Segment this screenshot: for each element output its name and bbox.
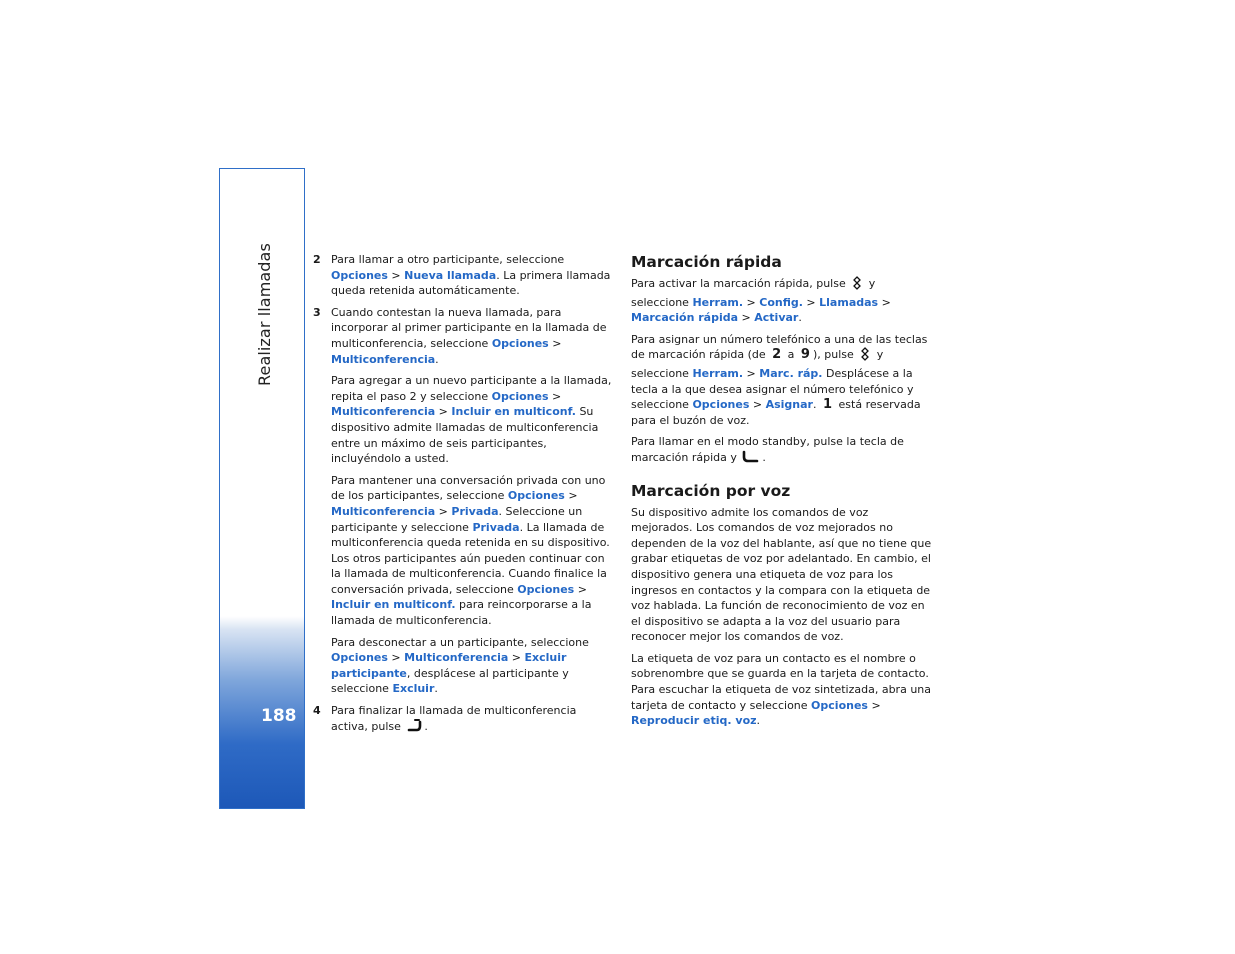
step-number: 3 [313,305,321,319]
link-opciones[interactable]: Opciones [507,489,565,503]
menu-key-icon [859,347,871,366]
link-opciones[interactable]: Opciones [692,398,750,412]
step-number: 2 [313,253,321,266]
link-privada[interactable]: Privada [451,504,499,518]
key-2-icon: 2 [772,347,782,363]
link-herram[interactable]: Herram. [692,366,744,380]
link-multiconferencia[interactable]: Multiconferencia [404,651,509,665]
link-incluir-en-multiconf[interactable]: Incluir en multiconf. [331,598,456,612]
link-activar[interactable]: Activar [754,311,799,325]
link-opciones[interactable]: Opciones [331,651,388,665]
call-key-icon [742,450,760,469]
step-number: 4 [313,704,321,718]
link-llamadas[interactable]: Llamadas [819,295,879,309]
step-4: 4 Para finalizar la llamada de multiconferencia activa, pulse . [313,703,615,737]
link-multiconferencia[interactable]: Multiconferencia [331,405,436,419]
page-number: 188 [261,706,297,726]
menu-key-icon [851,276,863,295]
end-call-icon [406,719,422,738]
paragraph-disconnect-participant: Para desconectar a un participante, seleccione Opciones > Multiconferencia > Excluir participante, desplácese al participante y seleccione Excluir. [331,635,589,696]
link-config[interactable]: Config. [759,295,803,309]
chapter-title: Realizar llamadas [255,243,274,386]
link-multiconferencia[interactable]: Multiconferencia [331,352,436,366]
link-opciones[interactable]: Opciones [811,698,868,712]
link-privada[interactable]: Privada [472,520,520,534]
heading-speed-dial: Marcación rápida [631,253,782,271]
heading-voice-dial: Marcación por voz [631,481,791,500]
link-reproducir-etiq-voz[interactable]: Reproducir etiq. voz [631,714,757,728]
link-herram[interactable]: Herram. [692,295,744,309]
link-marc-rap[interactable]: Marc. ráp. [759,366,823,380]
link-nueva-llamada[interactable]: Nueva llamada [404,268,497,282]
link-opciones[interactable]: Opciones [491,389,549,403]
link-asignar[interactable]: Asignar [765,398,813,412]
step-3: 3 Cuando contestan la nueva llamada, para incorporar al primer participante en la llamada de multiconferencia, seleccione Opciones > Multiconferencia. [313,305,607,366]
key-9-icon: 9 [800,347,810,363]
link-opciones[interactable]: Opciones [517,582,575,596]
key-1-icon: 1 [822,397,833,413]
paragraph-standby-dial: Para llamar en el modo standby, pulse la tecla de marcación rápida y . [631,434,933,468]
link-excluir[interactable]: Excluir [392,682,435,696]
link-opciones[interactable]: Opciones [491,336,549,350]
link-multiconferencia[interactable]: Multiconferencia [331,504,436,518]
right-column [631,252,933,735]
paragraph-assign-speed-dial: Para asignar un número telefónico a una de las teclas de marcación rápida (de 2 a 9 ), pulse y seleccione Herram. > Marc. ráp. Desplácese a la tecla a la que desea asignar el número telefónico y seleccione Opciones > Asignar. 1 está reservada para el buzón de voz. [631,332,928,427]
paragraph-voice-commands: Su dispositivo admite los comandos de voz mejorados. Los comandos de voz mejorados no dependen de la voz del hablante, así que no tiene que grabar etiquetas de voz por adelantado. En cambio, el dispositivo genera una etiqueta de voz para los ingresos en contactos y la compara con la etiqueta de voz hablada. La función de reconocimiento de voz en el dispositivo se adapta a la voz del usuario para reconocer mejor los comandos de voz. [631,505,932,644]
link-opciones[interactable]: Opciones [331,268,388,282]
link-marcacion-rapida[interactable]: Marcación rápida [631,311,739,325]
link-incluir-en-multiconf[interactable]: Incluir en multiconf. [451,405,576,419]
paragraph-voice-tag: La etiqueta de voz para un contacto es el nombre o sobrenombre que se guarda en la tarjeta de contacto. Para escuchar la etiqueta de voz sintetizada, abra una tarjeta de contacto y seleccione Opciones > Reproducir etiq. voz. [631,651,932,728]
left-column [313,252,615,743]
paragraph-activate-speed-dial: Para activar la marcación rápida, pulse y seleccione Herram. > Config. > Llamadas > Marcación rápida > Activar. [631,277,891,325]
link-excluir-participante[interactable]: Excluir participante [331,651,567,680]
paragraph-private-conversation: Para mantener una conversación privada con uno de los participantes, seleccione Opciones > Multiconferencia > Privada. Seleccione un participante y seleccione Privada. La llamada de multiconferencia queda retenida en su dispositivo. Los otros participantes aún pueden continuar con la llamada de multiconferencia. Cuando finalice la conversación privada, seleccione Opciones > Incluir en multiconf. para reincorporarse a la llamada de multiconferencia. [331,473,610,628]
paragraph-add-participant: Para agregar a un nuevo participante a la llamada, repita el paso 2 y seleccione Opciones > Multiconferencia > Incluir en multiconf. Su dispositivo admite llamadas de multiconferencia entre un máximo de seis participantes, incluyéndolo a usted. [331,374,612,466]
step-2: 2 Para llamar a otro participante, seleccione Opciones > Nueva llamada. La primera llamada queda retenida automáticamente. [313,253,611,298]
